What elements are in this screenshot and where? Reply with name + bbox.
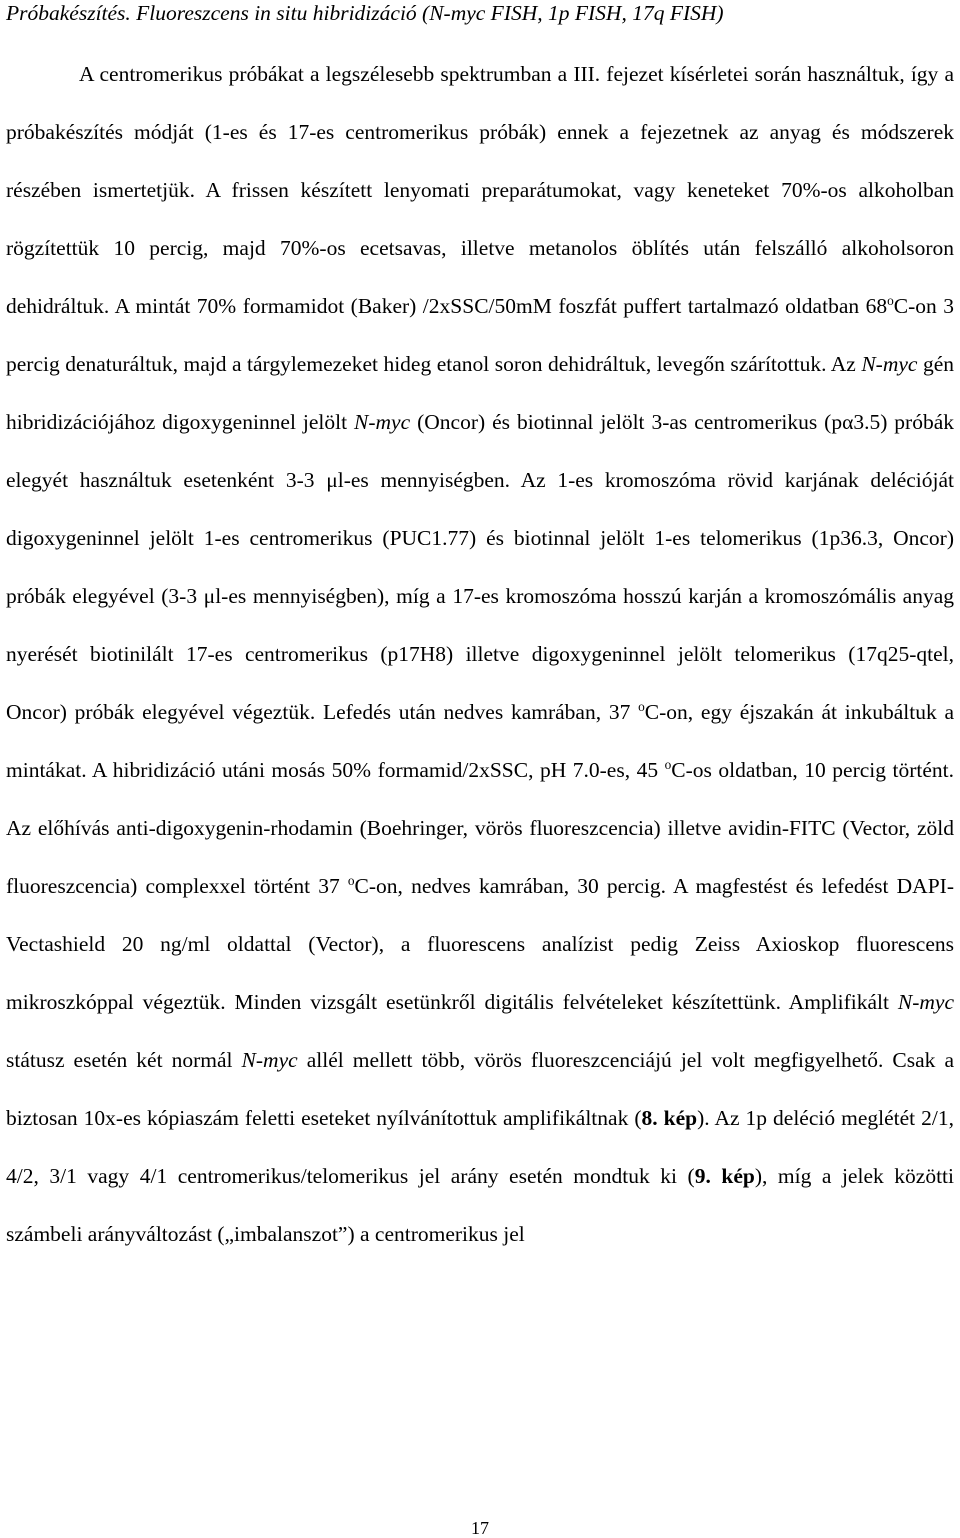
page-number: 17 (471, 1518, 489, 1538)
degree-superscript: o (887, 292, 894, 308)
figure-reference: 8. kép (641, 1106, 698, 1130)
paragraph-text: A centromerikus próbákat a legszélesebb spektrumban a III. fejezet kísérletei során használtuk, így a próbakészítés módját (1-es és 17-es centromerikus próbák) ennek a fejezetnek az anyag és módszerek részében ismertetjük. A frissen készített lenyomati preparátumokat, vagy keneteket 70%-os alkoholban rögzítettük 10 percig, majd 70%-os ecetsavas, illetve metanolos öblítés után felszálló alkoholsoron dehidráltuk. A mintát 70% formamidot (Baker) /2xSSC/50mM foszfát puffert tartalmazó oldatban 68 (6, 62, 954, 318)
paragraph-text: ). Az 1p deléció meglétét 2/1, 4/2, 3/1 vagy 4/1 centromerikus/telomerikus jel arány esetén mondtuk ki ( (6, 1106, 954, 1188)
paragraph-text: allél mellett több, vörös fluoreszcenciájú jel volt megfigyelhető. Csak a biztosan 10x-es kópiaszám feletti eseteket nyílvánítottuk amplifikáltnak ( (6, 1048, 954, 1130)
paragraph-text: C-on, nedves kamrában, 30 percig. A magfestést és lefedést DAPI-Vectashield 20 ng/ml oldattal (Vector), a fluorescens analízist pedig Zeiss Axioskop fluorescens mikroszkóppal végeztük. Minden vizsgált esetünkről digitális felvételeket készítettünk. Amplifikált (6, 874, 954, 1014)
body-paragraph (6, 45, 954, 1263)
paragraph-text: státusz esetén két normál (6, 1048, 242, 1072)
gene-name-italic: N-myc (241, 1048, 298, 1072)
paragraph-text: C-on, egy éjszakán át inkubáltuk a mintákat. A hibridizáció utáni mosás 50% formamid/2xSSC, pH 7.0-es, 45 (6, 700, 954, 782)
paragraph-text: C-on 3 percig denaturáltuk, majd a tárgylemezeket hideg etanol soron dehidráltuk, levegőn szárítottuk. Az (6, 294, 954, 376)
paragraph-text: (Oncor) és biotinnal jelölt 3-as centromerikus (pα3.5) próbák elegyét használtuk esetenként 3-3 μl-es mennyiségben. Az 1-es kromoszóma rövid karjának delécióját digoxygeninnel jelölt 1-es centromerikus (PUC1.77) és biotinnal jelölt 1-es telomerikus (1p36.3, Oncor) próbák elegyével (3-3 μl-es mennyiségben), míg a 17-es kromoszóma hosszú karján a kromoszómális anyag nyerését biotinilált 17-es centromerikus (p17H8) illetve digoxygeninnel jelölt telomerikus (17q25-qtel, Oncor) próbák elegyével végeztük. Lefedés után nedves kamrában, 37 (6, 410, 955, 724)
gene-name-italic: N-myc (897, 990, 954, 1014)
gene-name-italic: N-myc (354, 410, 411, 434)
paragraph-text: C-os oldatban, 10 percig történt. Az előhívás anti-digoxygenin-rhodamin (Boehringer, vörös fluoreszcencia) illetve avidin-FITC (Vector, zöld fluoreszcencia) complexxel történt 37 (6, 758, 954, 898)
degree-superscript: o (638, 698, 645, 714)
gene-name-italic: N-myc (861, 352, 918, 376)
section-heading: Próbakészítés. Fluoreszcens in situ hibridizáció (N-myc FISH, 1p FISH, 17q FISH) (6, 1, 724, 25)
paragraph-text: ), míg a jelek közötti számbeli arányváltozást („imbalanszot”) a centromerikus jel (6, 1164, 954, 1246)
degree-superscript: o (347, 872, 355, 888)
figure-reference: 9. kép (694, 1164, 755, 1188)
paragraph-text: gén hibridizációjához digoxygeninnel jelölt (6, 352, 954, 434)
degree-superscript: o (664, 756, 672, 772)
